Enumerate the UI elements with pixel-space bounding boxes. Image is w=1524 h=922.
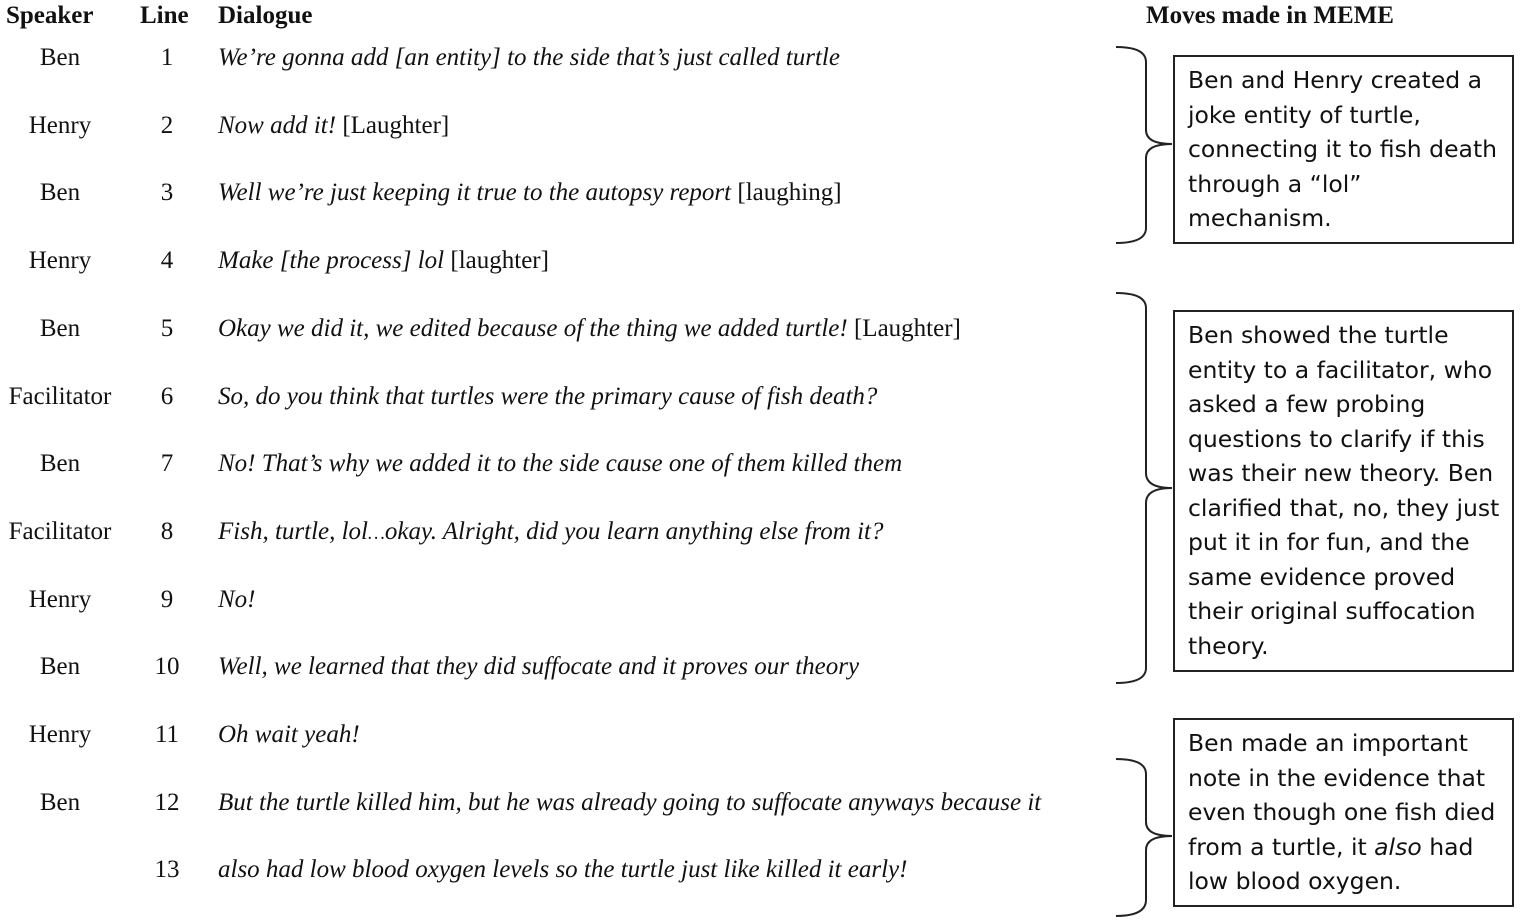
row-5-speaker: Ben	[39, 315, 81, 342]
row-3-line: 3	[160, 179, 174, 206]
brace-1	[1110, 44, 1180, 246]
row-10-line: 10	[154, 653, 180, 680]
row-13-line: 13	[154, 856, 180, 883]
row-9-speaker: Henry	[28, 586, 92, 613]
row-8-text-b: okay. Alright, did you learn anything else from it?	[384, 518, 884, 545]
header-speaker: Speaker	[6, 2, 94, 29]
row-6-text: So, do you think that turtles were the primary cause of fish death?	[218, 383, 878, 410]
row-8-text-a: Fish, turtle, lol	[218, 518, 368, 545]
row-9-dialogue	[218, 585, 256, 615]
row-10-text: Well, we learned that they did suffocate and it proves our theory	[218, 653, 860, 680]
row-13-text: also had low blood oxygen levels so the turtle just like killed it early!	[218, 856, 908, 883]
row-8-line: 8	[160, 518, 174, 545]
row-4-text: Make [the process] lol	[218, 247, 445, 274]
row-5-text: Okay we did it, we edited because of the thing we added turtle!	[218, 315, 848, 342]
row-12-text: But the turtle killed him, but he was already going to suffocate anyways because it	[218, 789, 1042, 816]
row-2-speaker: Henry	[28, 112, 92, 139]
row-2-text: Now add it!	[218, 112, 337, 139]
row-1-speaker: Ben	[39, 44, 81, 71]
row-4-line: 4	[160, 247, 174, 274]
row-6-line: 6	[160, 383, 174, 410]
row-8-speaker: Facilitator	[8, 518, 112, 545]
header-dialogue: Dialogue	[218, 2, 313, 29]
row-9-line: 9	[160, 586, 174, 613]
row-6-dialogue	[218, 382, 877, 412]
row-4-note: [laughter]	[450, 247, 549, 274]
row-11-dialogue	[218, 720, 360, 750]
row-7-speaker: Ben	[39, 450, 81, 477]
row-13-dialogue	[218, 855, 907, 885]
row-7-line: 7	[160, 450, 174, 477]
row-10-dialogue	[218, 652, 859, 682]
row-1-line: 1	[160, 44, 174, 71]
row-9-text: No!	[218, 586, 256, 613]
row-4-speaker: Henry	[28, 247, 92, 274]
moves-box-3-text-a: Ben made an important note in the evidence that even though one fish died from a turtle, it	[1188, 729, 1496, 861]
brace-2	[1110, 290, 1180, 686]
row-8-ellipsis: …	[368, 523, 385, 544]
row-11-speaker: Henry	[28, 721, 92, 748]
header-line: Line	[140, 2, 189, 29]
row-5-dialogue	[218, 314, 961, 344]
moves-box-3-emphasis: also	[1374, 832, 1422, 861]
row-12-speaker: Ben	[39, 789, 81, 816]
row-5-note: [Laughter]	[853, 315, 961, 342]
row-1-text: We’re gonna add [an entity] to the side that’s just called turtle	[218, 44, 840, 71]
row-8-dialogue	[218, 517, 883, 549]
row-1-dialogue	[218, 43, 840, 73]
row-7-dialogue	[218, 449, 902, 479]
row-2-note: [Laughter]	[342, 112, 450, 139]
row-5-line: 5	[160, 315, 174, 342]
moves-box-3-text-b: had low blood oxygen.	[1188, 832, 1474, 895]
brace-3	[1110, 756, 1180, 920]
row-3-dialogue	[218, 178, 842, 208]
moves-box-2: Ben showed the turtle entity to a facilitator, who asked a few probing questions to clarify if this was their new theory. Ben clarified that, no, they just put it in for fun, and the same evidence proved their original suffocation theory.	[1173, 310, 1514, 672]
row-12-dialogue	[218, 788, 1041, 818]
row-12-line: 12	[154, 789, 180, 816]
row-7-text: No! That’s why we added it to the side cause one of them killed them	[218, 450, 903, 477]
row-11-line: 11	[154, 721, 180, 748]
row-2-dialogue	[218, 111, 449, 141]
row-3-text: Well we’re just keeping it true to the autopsy report	[218, 179, 732, 206]
moves-box-3	[1173, 718, 1514, 907]
row-3-note: [laughing]	[737, 179, 842, 206]
row-4-dialogue	[218, 246, 549, 276]
header-moves: Moves made in MEME	[1146, 2, 1394, 29]
row-6-speaker: Facilitator	[8, 383, 112, 410]
row-2-line: 2	[160, 112, 174, 139]
row-10-speaker: Ben	[39, 653, 81, 680]
row-3-speaker: Ben	[39, 179, 81, 206]
moves-box-1: Ben and Henry created a joke entity of turtle, connecting it to fish death through a “lol” mechanism.	[1173, 55, 1514, 244]
row-11-text: Oh wait yeah!	[218, 721, 360, 748]
